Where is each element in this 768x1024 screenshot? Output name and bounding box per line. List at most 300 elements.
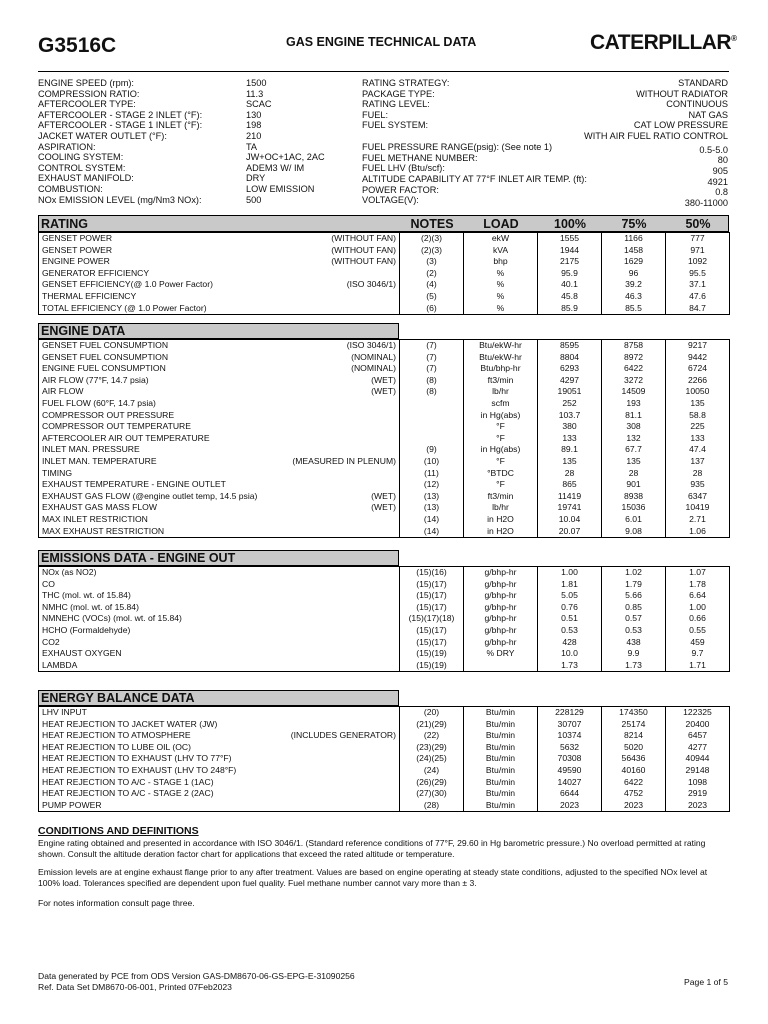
emissions-title: EMISSIONS DATA - ENGINE OUT — [38, 550, 399, 566]
value-75: 135 — [602, 456, 666, 468]
table-row — [39, 579, 730, 591]
row-condition — [267, 648, 400, 660]
value-100: 0.53 — [538, 625, 602, 637]
row-label: EXHAUST GAS FLOW (@engine outlet temp, 14.5 psia) — [39, 491, 267, 503]
value-75: 308 — [602, 421, 666, 433]
row-unit: g/bhp-hr — [464, 637, 538, 649]
row-notes: (15)(17) — [400, 602, 464, 614]
row-condition — [267, 753, 400, 765]
spec-right-label: PACKAGE TYPE: — [362, 88, 435, 99]
spec-left-value: TA — [246, 141, 258, 152]
row-condition — [267, 479, 400, 491]
value-50: 225 — [666, 421, 730, 433]
row-label: EXHAUST TEMPERATURE - ENGINE OUTLET — [39, 479, 267, 491]
value-100: 6293 — [538, 363, 602, 375]
value-50: 6724 — [666, 363, 730, 375]
table-row — [39, 233, 730, 245]
row-notes: (2)(3) — [400, 245, 464, 257]
energy-balance-title: ENERGY BALANCE DATA — [38, 690, 399, 706]
table-row — [39, 800, 730, 812]
spec-left-value: 1500 — [246, 78, 267, 88]
table-row — [39, 613, 730, 625]
value-100: 40.1 — [538, 279, 602, 291]
row-label: GENSET FUEL CONSUMPTION — [39, 352, 267, 364]
row-condition — [267, 742, 400, 754]
row-condition — [267, 637, 400, 649]
spec-left-label: JACKET WATER OUTLET (°F): — [38, 131, 167, 141]
value-50: 1.78 — [666, 579, 730, 591]
value-75: 174350 — [602, 707, 666, 719]
spec-right-value: 4921 — [707, 176, 728, 187]
value-100: 228129 — [538, 707, 602, 719]
brand-name: CATERPILLAR — [590, 31, 732, 54]
value-75: 193 — [602, 398, 666, 410]
row-unit — [464, 660, 538, 672]
value-75: 6422 — [602, 363, 666, 375]
table-row — [39, 514, 730, 526]
row-label: TIMING — [39, 468, 267, 480]
value-50: 1098 — [666, 777, 730, 789]
row-unit: °F — [464, 456, 538, 468]
row-unit: °F — [464, 421, 538, 433]
value-100: 380 — [538, 421, 602, 433]
value-75: 0.85 — [602, 602, 666, 614]
row-unit: bhp — [464, 256, 538, 268]
value-100: 103.7 — [538, 410, 602, 422]
value-75: 8214 — [602, 730, 666, 742]
row-label: MAX INLET RESTRICTION — [39, 514, 267, 526]
row-condition — [267, 567, 400, 579]
value-50: 47.4 — [666, 444, 730, 456]
row-unit: Btu/ekW-hr — [464, 352, 538, 364]
value-100: 95.9 — [538, 268, 602, 280]
spec-right-label: VOLTAGE(V): — [362, 195, 419, 206]
value-50: 971 — [666, 245, 730, 257]
value-50: 777 — [666, 233, 730, 245]
row-condition — [267, 625, 400, 637]
table-row — [39, 256, 730, 268]
row-notes: (15)(17) — [400, 625, 464, 637]
emissions-table — [38, 566, 730, 672]
row-unit: Btu/min — [464, 777, 538, 789]
row-unit: Btu/min — [464, 788, 538, 800]
row-notes: (15)(17) — [400, 637, 464, 649]
value-50: 6347 — [666, 491, 730, 503]
value-75: 132 — [602, 433, 666, 445]
table-row — [39, 567, 730, 579]
row-notes: (3) — [400, 256, 464, 268]
row-notes: (24)(25) — [400, 753, 464, 765]
row-condition: (WITHOUT FAN) — [267, 233, 400, 245]
value-75: 67.7 — [602, 444, 666, 456]
row-condition: (WET) — [267, 491, 400, 503]
spec-right-label: FUEL METHANE NUMBER: — [362, 152, 478, 163]
spec-right-value: 905 — [712, 165, 728, 176]
row-condition — [267, 777, 400, 789]
row-unit: in H2O — [464, 526, 538, 538]
table-row — [39, 637, 730, 649]
row-condition: (WET) — [267, 502, 400, 514]
value-75: 901 — [602, 479, 666, 491]
rating-table — [38, 232, 730, 315]
row-unit: % — [464, 291, 538, 303]
value-100: 8804 — [538, 352, 602, 364]
row-notes: (8) — [400, 375, 464, 387]
row-label: MAX EXHAUST RESTRICTION — [39, 526, 267, 538]
spec-right-value: 0.5-5.0 — [699, 144, 728, 155]
table-row — [39, 648, 730, 660]
engine-data-table — [38, 339, 730, 538]
value-100: 10374 — [538, 730, 602, 742]
row-unit: Btu/min — [464, 707, 538, 719]
row-label: NMNEHC (VOCs) (mol. wt. of 15.84) — [39, 613, 267, 625]
row-unit: °BTDC — [464, 468, 538, 480]
table-row — [39, 590, 730, 602]
row-notes: (12) — [400, 479, 464, 491]
spec-left-label: NOx EMISSION LEVEL (mg/Nm3 NOx): — [38, 194, 202, 205]
spec-right-label: RATING LEVEL: — [362, 99, 430, 110]
spec-right-label: ALTITUDE CAPABILITY AT 77°F INLET AIR TEMP. (ft): — [362, 174, 587, 184]
row-notes: (21)(29) — [400, 719, 464, 731]
row-notes: (7) — [400, 363, 464, 375]
value-75: 1629 — [602, 256, 666, 268]
row-condition — [267, 707, 400, 719]
table-row — [39, 340, 730, 352]
value-50: 29148 — [666, 765, 730, 777]
value-100: 10.04 — [538, 514, 602, 526]
spec-right-value: 0.8 — [715, 187, 728, 198]
row-label: GENERATOR EFFICIENCY — [39, 268, 267, 280]
table-row — [39, 742, 730, 754]
value-75: 4752 — [602, 788, 666, 800]
row-notes: (7) — [400, 340, 464, 352]
row-condition — [267, 590, 400, 602]
value-100: 6644 — [538, 788, 602, 800]
row-condition — [267, 398, 400, 410]
col-100-header: 100% — [554, 217, 586, 231]
value-100: 19051 — [538, 386, 602, 398]
row-condition — [267, 303, 400, 315]
table-row — [39, 625, 730, 637]
row-notes: (6) — [400, 303, 464, 315]
value-50: 0.55 — [666, 625, 730, 637]
spec-right-value: CAT LOW PRESSURE — [633, 120, 728, 131]
row-unit: lb/hr — [464, 386, 538, 398]
value-50: 1.06 — [666, 526, 730, 538]
row-unit: Btu/min — [464, 765, 538, 777]
table-row — [39, 303, 730, 315]
value-100: 133 — [538, 433, 602, 445]
row-unit: lb/hr — [464, 502, 538, 514]
value-50: 1.71 — [666, 660, 730, 672]
value-75: 5020 — [602, 742, 666, 754]
row-unit: Btu/min — [464, 719, 538, 731]
row-label: TOTAL EFFICIENCY (@ 1.0 Power Factor) — [39, 303, 267, 315]
value-75: 9.08 — [602, 526, 666, 538]
row-label: HEAT REJECTION TO LUBE OIL (OC) — [39, 742, 267, 754]
row-label: NOx (as NO2) — [39, 567, 267, 579]
spec-left-value: 500 — [246, 194, 262, 205]
spec-right-value: CONTINUOUS — [666, 99, 728, 110]
table-row — [39, 660, 730, 672]
row-unit: % DRY — [464, 648, 538, 660]
row-condition — [267, 291, 400, 303]
value-100: 19741 — [538, 502, 602, 514]
row-label: LAMBDA — [39, 660, 267, 672]
row-unit: % — [464, 303, 538, 315]
row-unit: Btu/min — [464, 730, 538, 742]
value-100: 2023 — [538, 800, 602, 812]
value-50: 935 — [666, 479, 730, 491]
row-notes: (4) — [400, 279, 464, 291]
spec-left-label: CONTROL SYSTEM: — [38, 162, 126, 173]
row-label: HEAT REJECTION TO A/C - STAGE 2 (2AC) — [39, 788, 267, 800]
value-50: 9.7 — [666, 648, 730, 660]
row-unit: g/bhp-hr — [464, 590, 538, 602]
value-100: 28 — [538, 468, 602, 480]
row-notes: (13) — [400, 491, 464, 503]
value-75: 2023 — [602, 800, 666, 812]
value-100: 45.8 — [538, 291, 602, 303]
value-75: 438 — [602, 637, 666, 649]
value-100: 4297 — [538, 375, 602, 387]
table-row — [39, 268, 730, 280]
value-100: 89.1 — [538, 444, 602, 456]
table-row — [39, 730, 730, 742]
notes-header: NOTES — [410, 217, 454, 231]
value-50: 2919 — [666, 788, 730, 800]
col-50-header: 50% — [685, 217, 711, 231]
engine-data-title: ENGINE DATA — [38, 323, 399, 339]
row-condition — [267, 433, 400, 445]
table-row — [39, 410, 730, 422]
row-label: THC (mol. wt. of 15.84) — [39, 590, 267, 602]
conditions-paragraph-2: Emission levels are at engine exhaust flange prior to any after treatment. Values are based on engine operating at steady state conditions, adjusted to the specified NOx level at 100% load. Tolerances specified are dependent upon fuel quality. Fuel methane number cannot vary more than ± 3. — [38, 867, 708, 888]
row-label: FUEL FLOW (60°F, 14.7 psia) — [39, 398, 267, 410]
table-row — [39, 279, 730, 291]
value-50: 122325 — [666, 707, 730, 719]
row-condition — [267, 660, 400, 672]
row-label: GENSET FUEL CONSUMPTION — [39, 340, 267, 352]
row-unit: °F — [464, 479, 538, 491]
row-notes — [400, 410, 464, 422]
document-title: GAS ENGINE TECHNICAL DATA — [286, 35, 477, 49]
table-row — [39, 433, 730, 445]
row-label: ENGINE POWER — [39, 256, 267, 268]
row-notes: (24) — [400, 765, 464, 777]
spec-right-value: WITH AIR FUEL RATIO CONTROL — [584, 131, 728, 141]
row-unit: Btu/min — [464, 742, 538, 754]
row-unit: ekW — [464, 233, 538, 245]
row-label: GENSET POWER — [39, 233, 267, 245]
row-label: HEAT REJECTION TO A/C - STAGE 1 (1AC) — [39, 777, 267, 789]
value-100: 2175 — [538, 256, 602, 268]
value-100: 1.73 — [538, 660, 602, 672]
value-75: 8758 — [602, 340, 666, 352]
col-75-header: 75% — [621, 217, 647, 231]
row-unit: Btu/min — [464, 800, 538, 812]
row-notes: (15)(17) — [400, 590, 464, 602]
row-label: COMPRESSOR OUT TEMPERATURE — [39, 421, 267, 433]
value-100: 1555 — [538, 233, 602, 245]
table-row — [39, 719, 730, 731]
value-50: 4277 — [666, 742, 730, 754]
row-notes: (15)(16) — [400, 567, 464, 579]
brand-logo — [590, 31, 737, 55]
table-row — [39, 479, 730, 491]
row-unit: in Hg(abs) — [464, 444, 538, 456]
value-50: 6457 — [666, 730, 730, 742]
value-100: 1944 — [538, 245, 602, 257]
row-label: EXHAUST GAS MASS FLOW — [39, 502, 267, 514]
value-50: 40944 — [666, 753, 730, 765]
value-100: 5632 — [538, 742, 602, 754]
value-75: 15036 — [602, 502, 666, 514]
row-condition: (ISO 3046/1) — [267, 340, 400, 352]
table-row — [39, 352, 730, 364]
value-75: 1166 — [602, 233, 666, 245]
value-75: 1.79 — [602, 579, 666, 591]
row-notes: (9) — [400, 444, 464, 456]
row-label: CO2 — [39, 637, 267, 649]
value-50: 1.00 — [666, 602, 730, 614]
value-50: 2266 — [666, 375, 730, 387]
spec-right-value: NAT GAS — [688, 109, 728, 120]
spec-right-value: STANDARD — [678, 78, 728, 88]
table-row — [39, 707, 730, 719]
spec-left-label: COMBUSTION: — [38, 184, 103, 194]
value-75: 8938 — [602, 491, 666, 503]
value-100: 30707 — [538, 719, 602, 731]
table-row — [39, 375, 730, 387]
row-label: HEAT REJECTION TO ATMOSPHERE — [39, 730, 267, 742]
row-label: GENSET EFFICIENCY(@ 1.0 Power Factor) — [39, 279, 267, 291]
value-100: 85.9 — [538, 303, 602, 315]
value-50: 137 — [666, 456, 730, 468]
value-50: 133 — [666, 433, 730, 445]
value-50: 6.64 — [666, 590, 730, 602]
value-50: 28 — [666, 468, 730, 480]
value-100: 252 — [538, 398, 602, 410]
value-75: 85.5 — [602, 303, 666, 315]
value-50: 84.7 — [666, 303, 730, 315]
value-100: 14027 — [538, 777, 602, 789]
row-notes: (22) — [400, 730, 464, 742]
row-condition — [267, 765, 400, 777]
value-50: 135 — [666, 398, 730, 410]
row-label: HCHO (Formaldehyde) — [39, 625, 267, 637]
value-75: 39.2 — [602, 279, 666, 291]
row-condition — [267, 613, 400, 625]
row-label: LHV INPUT — [39, 707, 267, 719]
row-notes: (14) — [400, 514, 464, 526]
footer-data-source: Data generated by PCE from ODS Version GAS-DM8670-06-GS-EPG-E-31090256 — [38, 971, 355, 981]
table-row — [39, 456, 730, 468]
value-75: 1.02 — [602, 567, 666, 579]
spec-right-label: FUEL PRESSURE RANGE(psig): (See note 1) — [362, 142, 553, 153]
value-100: 20.07 — [538, 526, 602, 538]
row-condition — [267, 514, 400, 526]
row-condition: (WET) — [267, 375, 400, 387]
row-condition — [267, 579, 400, 591]
row-notes: (7) — [400, 352, 464, 364]
model-number: G3516C — [38, 34, 117, 57]
row-notes: (27)(30) — [400, 788, 464, 800]
load-header: LOAD — [483, 217, 519, 231]
value-100: 865 — [538, 479, 602, 491]
row-unit: Btu/bhp-hr — [464, 363, 538, 375]
row-condition — [267, 444, 400, 456]
value-100: 70308 — [538, 753, 602, 765]
row-unit: g/bhp-hr — [464, 579, 538, 591]
row-label: INLET MAN. PRESSURE — [39, 444, 267, 456]
header-rule — [38, 71, 729, 72]
spec-left-value: JW+OC+1AC, 2AC — [246, 152, 325, 163]
rating-header — [38, 215, 729, 232]
table-row — [39, 777, 730, 789]
row-label: EXHAUST OXYGEN — [39, 648, 267, 660]
table-row — [39, 421, 730, 433]
row-label: COMPRESSOR OUT PRESSURE — [39, 410, 267, 422]
value-50: 58.8 — [666, 410, 730, 422]
row-label: ENGINE FUEL CONSUMPTION — [39, 363, 267, 375]
table-row — [39, 291, 730, 303]
table-row — [39, 526, 730, 538]
table-row — [39, 386, 730, 398]
row-unit: in H2O — [464, 514, 538, 526]
table-row — [39, 765, 730, 777]
spec-right-label: POWER FACTOR: — [362, 184, 439, 195]
footer-ref: Ref. Data Set DM8670-06-001, Printed 07Feb2023 — [38, 982, 232, 992]
value-100: 49590 — [538, 765, 602, 777]
value-100: 5.05 — [538, 590, 602, 602]
row-unit: ft3/min — [464, 375, 538, 387]
row-notes: (14) — [400, 526, 464, 538]
spec-right-label: FUEL SYSTEM: — [362, 120, 429, 131]
spec-left-value: DRY — [246, 173, 266, 184]
rating-title: RATING — [41, 217, 88, 231]
value-100: 1.00 — [538, 567, 602, 579]
value-50: 1092 — [666, 256, 730, 268]
value-75: 6.01 — [602, 514, 666, 526]
row-condition: (NOMINAL) — [267, 363, 400, 375]
conditions-title: CONDITIONS AND DEFINITIONS — [38, 825, 199, 837]
footer-page-number: Page 1 of 5 — [684, 977, 728, 987]
row-label: PUMP POWER — [39, 800, 267, 812]
value-100: 1.81 — [538, 579, 602, 591]
row-condition: (ISO 3046/1) — [267, 279, 400, 291]
spec-left-value: LOW EMISSION — [246, 184, 315, 194]
row-unit: kVA — [464, 245, 538, 257]
value-75: 46.3 — [602, 291, 666, 303]
value-50: 2023 — [666, 800, 730, 812]
row-condition — [267, 468, 400, 480]
spec-left-value: ADEM3 W/ IM — [246, 162, 305, 173]
row-condition — [267, 788, 400, 800]
row-condition: (MEASURED IN PLENUM) — [267, 456, 400, 468]
row-notes: (20) — [400, 707, 464, 719]
value-100: 135 — [538, 456, 602, 468]
spec-left-label: AFTERCOOLER - STAGE 1 INLET (°F): — [38, 120, 203, 131]
row-unit: scfm — [464, 398, 538, 410]
row-condition — [267, 526, 400, 538]
value-75: 8972 — [602, 352, 666, 364]
value-50: 1.07 — [666, 567, 730, 579]
row-condition — [267, 800, 400, 812]
row-notes: (15)(17)(18) — [400, 613, 464, 625]
row-unit: Btu/ekW-hr — [464, 340, 538, 352]
row-condition — [267, 602, 400, 614]
